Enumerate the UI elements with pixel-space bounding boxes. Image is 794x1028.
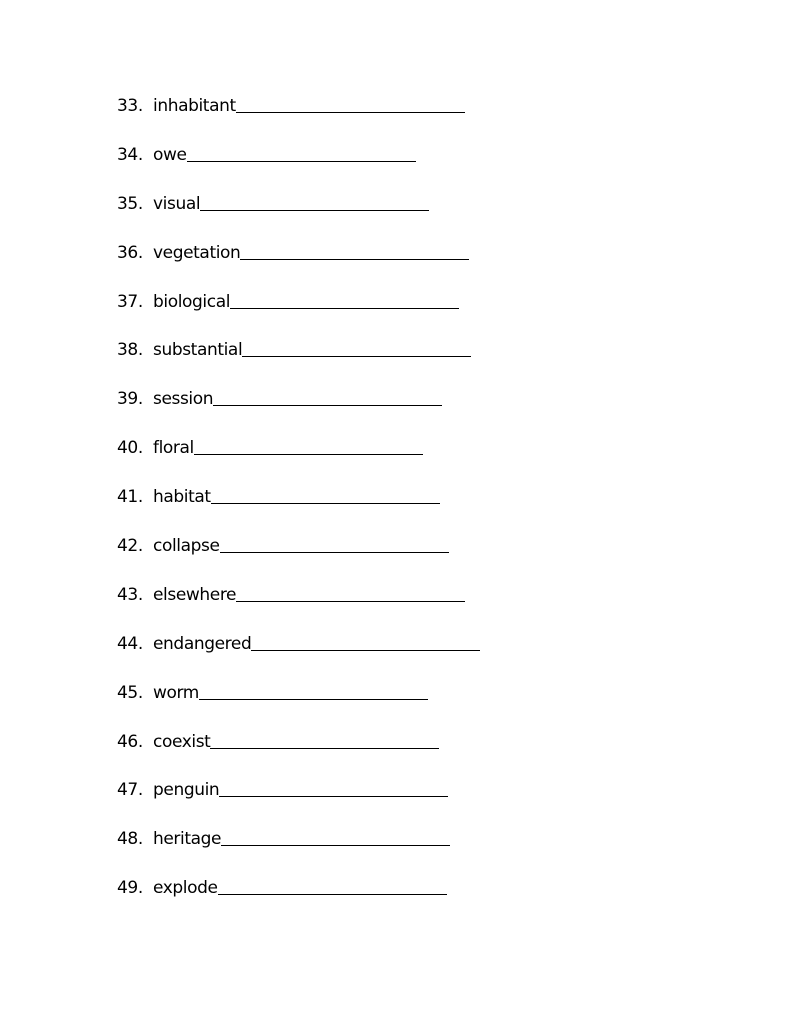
answer-blank [240,258,469,260]
item-number: 37. [117,291,143,312]
item-number: 38. [117,340,143,361]
list-item [117,878,717,927]
item-word: owe [153,144,187,165]
answer-blank [251,649,480,651]
item-number: 43. [117,584,143,605]
item-word: collapse [153,536,220,557]
item-word: worm [153,682,199,703]
item-number: 33. [117,96,143,116]
item-number: 45. [117,682,143,703]
item-word: substantial [153,340,243,361]
list-item [117,389,717,438]
answer-blank [187,160,416,162]
item-word: endangered [153,633,252,654]
vocabulary-worksheet [117,96,717,927]
item-word: explode [153,878,218,899]
item-word: penguin [153,780,220,801]
list-item [117,683,717,732]
list-item [117,487,717,536]
list-item [117,96,717,145]
item-word: biological [153,291,231,312]
item-word: habitat [153,487,211,508]
answer-blank [218,893,447,895]
list-item [117,585,717,634]
list-item [117,145,717,194]
answer-blank [199,698,428,700]
answer-blank [211,502,440,504]
list-item [117,780,717,829]
item-word: heritage [153,829,222,850]
item-word: elsewhere [153,584,237,605]
answer-blank [213,404,442,406]
item-number: 44. [117,633,143,654]
item-number: 36. [117,242,143,263]
item-number: 35. [117,193,143,214]
item-number: 34. [117,144,143,165]
list-item [117,829,717,878]
list-item [117,634,717,683]
list-item [117,438,717,487]
answer-blank [220,551,449,553]
answer-blank [242,355,471,357]
item-word: inhabitant [153,96,236,116]
item-number: 39. [117,389,143,410]
item-word: session [153,389,214,410]
answer-blank [236,111,465,113]
answer-blank [219,795,448,797]
answer-blank [230,307,459,309]
item-number: 40. [117,438,143,459]
item-number: 41. [117,487,143,508]
answer-blank [210,747,439,749]
answer-blank [221,844,450,846]
item-number: 49. [117,878,143,899]
item-word: visual [153,193,201,214]
answer-blank [236,600,465,602]
item-number: 42. [117,536,143,557]
item-number: 48. [117,829,143,850]
list-item [117,194,717,243]
item-number: 46. [117,731,143,752]
item-number: 47. [117,780,143,801]
list-item [117,732,717,781]
item-word: coexist [153,731,211,752]
item-word: floral [153,438,194,459]
list-item [117,292,717,341]
list-item [117,536,717,585]
item-word: vegetation [153,242,241,263]
list-item [117,243,717,292]
answer-blank [194,453,423,455]
answer-blank [200,209,429,211]
list-item [117,340,717,389]
